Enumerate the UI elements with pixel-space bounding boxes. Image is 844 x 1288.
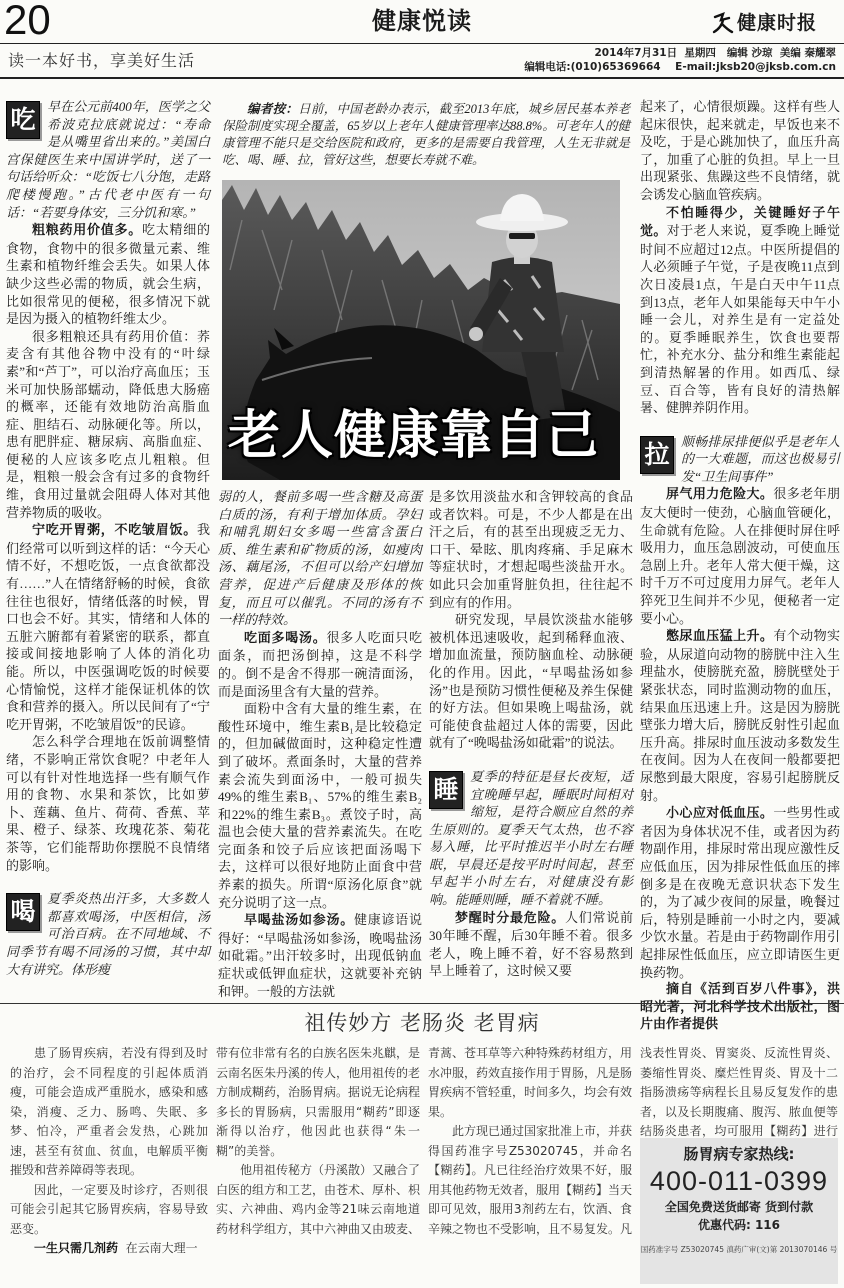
section-intro-drink: 夏季炎热出汗多，大多数人都喜欢喝汤，中医相信，汤可治百病。在不同地域、不同季节有喝不同汤的习惯，其中却大有讲究。体形瘦	[6, 891, 210, 977]
editor-note	[222, 100, 630, 176]
paragraph-lead: 粗粮药用价值多。	[32, 223, 142, 239]
article-column-4	[640, 98, 840, 1033]
contact-line: 编辑电话:(010)65369664 E-mail:jksb20@jksb.com.cn	[524, 61, 836, 73]
article-column-2	[218, 488, 422, 1000]
paragraph-lead: 小心应对低血压。	[666, 806, 774, 822]
section-marker-sleep: 睡	[429, 771, 463, 809]
paragraph-text: 研究发现，早晨饮淡盐水能够被机体迅速吸收，起到稀释血液、增加血流量，预防脑血栓、动脉硬化的作用。因此，“早喝盐汤如参汤”也是预防习惯性便秘及养生保健的好方法。但如果晚上喝盐汤，就可能使食盐超过人体的需要，因此就有了“晚喝盐汤如砒霜”的说法。	[429, 612, 633, 751]
paragraph-text: 吃太精细的食物，食物中的很多微量元素、维生素和植物纤维会丢失。如果人体缺少这些必需的物质，就会生病，比如很常见的便秘，很多情况下就是因为摄入的植物纤维太少。	[6, 222, 210, 327]
paragraph	[640, 204, 840, 417]
paragraph-text: 一些男性或者因为身体状况不佳，或者因为药物副作用，排尿时常出现应激性反应低血压，因为排尿性低血压的摔倒多是在夜晚无意识状态下发生的，为了减少夜间的尿量，晚餐过后，特别是睡前一小时之内，要减少饮水量。若是由于药物副作用引起排尿性低血压，应立即请医生更换药物。	[640, 805, 840, 980]
paragraph	[640, 627, 840, 804]
hotline-phone-number: 400-011-0399	[649, 1166, 829, 1196]
paragraph-continued: 是多饮用淡盐水和含钾较高的食品或者饮料。可是，不少人都是在出汗之后，有的甚至出现疲乏无力、口干、晕眩、肌肉疼痛、手足麻木等症状时，才想起喝些淡盐开水。如此只会加重肾脏负担，往往起不到应有的作用。	[429, 489, 633, 610]
ad-column-2	[216, 1044, 420, 1284]
section-intro-sleep: 夏季的特征是昼长夜短，适宜晚睡早起，睡眠时间相对缩短，是符合顺应自然的养生原则的。夏季天气太热，也不容易入睡，比平时推迟半小时左右睡眠，早晨还是按平时时间起，甚至早起半小时左右，对健康没有影响。能睡则睡，睡不着就不睡。	[429, 768, 633, 908]
photo-old-man-on-horse	[222, 180, 620, 480]
paragraph-lead: 梦醒时分最危险。	[455, 910, 565, 926]
paragraph-text: 我们经常可以听到这样的话：“今天心情不好，不想吃饭，一点食欲都没有……”人在情绪舒畅的时候，食欲往往也很好，情绪低落的时候，胃口也会不好。其实，情绪和人体的五脏六腑都有着紧密的联系，都直接或间接地影响了人体的消化功能。所以，中医强调吃饭的时候要心情愉悦，这样才能保证机体的饮食和营养的摄入。所以民间有了“宁吃开胃粥，不吃皱眉饭”的民谚。	[6, 522, 210, 732]
section-marker-excrete: 拉	[640, 436, 674, 474]
paragraph-lead: 宁吃开胃粥，不吃皱眉饭。	[32, 523, 197, 539]
logo-mark-icon	[712, 11, 734, 35]
paragraph-text: 很多粗粮还具有药用价值：荞麦含有其他谷物中没有的“叶绿素”和“芦丁”，可以治疗高血压；玉米可加快肠部蠕动，降低患大肠癌的概率，还能有效地防治高脂血症、胆结石、动脉硬化等。所以，患有肥胖症、糖尿病、高脂血症、便秘的人应该多吃点儿粗粮。但是，粗粮一般会含有过多的食物纤维，食用过量就会阻碍人体对其他营养物质的吸收。	[6, 328, 210, 520]
paragraph	[218, 911, 422, 1000]
paragraph-lead: 吃面多喝汤。	[244, 630, 327, 646]
ad-paragraph-continued: 带有位非常有名的白族名医朱兆麒，是云南名医朱丹溪的传人，他用祖传的老方制成糊药，治肠胃病。据说无论病程多长的胃肠病，只需服用“糊药”即逐渐得以治疗，他因此也获得“朱一糊”的美誉。	[216, 1046, 421, 1158]
ad-title: 祖传妙方 老肠炎 老胃病	[304, 1011, 540, 1035]
paragraph	[429, 611, 633, 752]
header-rule	[0, 43, 844, 44]
paragraph-text: 很多老年朋友大便时一使劲，心脑血管硬化，生命就有危险。人在排便时屏住呼吸用力，血压急剧波动，可使血压急剧上升。老年人常大便干燥，这时千万不可过度用力屏气。老年人猝死卫生间并不少见，便秘者一定要小心。	[640, 486, 840, 626]
ad-divider	[0, 1003, 844, 1004]
ad-paragraph-continued: 青蒿、苍耳草等六种特殊药材组方，用水冲服，药效直接作用于胃肠，凡是肠胃疾病不管轻重，时间多久，均会有效果。	[428, 1046, 633, 1119]
ad-paragraph-text: 在云南大理一	[125, 1241, 198, 1255]
logo-text: 健康时报	[737, 12, 818, 34]
header-rule-thick	[0, 77, 844, 79]
paragraph-lead: 早喝盐汤如参汤。	[244, 913, 354, 929]
paragraph-text: 健康谚语说得好：“早喝盐汤如参汤，晚喝盐汤如砒霜。”出汗较多时，出现低钠血症状或低钾血症状，这就要补充钠和钾。一般的方法就	[218, 912, 422, 999]
ad-paragraph: 此方现已通过国家批准上市，并获得国药准字号Z53020745，并命名【糊药】。凡已往经治疗效果不好，服用其他药物无效者，服用【糊药】当天即可见效，服用3剂药左右，饮酒、食辛辣之物也不受影响，且不易复发。凡	[428, 1124, 633, 1236]
paragraph	[640, 804, 840, 981]
photo-rider-sunglasses	[509, 233, 535, 239]
paragraph-continued: 起来了，心情很烦躁。这样有些人起床很快，起来就走，早饭也来不及吃，于是心跳加快了，血压升高了，加重了心脏的负担。早上一旦出现紧张、焦躁这些不良情绪，就会诱发心脑血管疾病。	[640, 99, 840, 202]
ad-column-1	[10, 1044, 208, 1284]
shipping-note: 全国免费送货邮寄 货到付款	[664, 1200, 814, 1214]
paragraph	[218, 629, 422, 700]
approval-fine-print: 国药准字号 Z53020745 滇药广审(文)第 2013070146 号	[640, 1245, 838, 1254]
paragraph-lead: 不怕睡得少，关键睡好子午觉。	[640, 205, 840, 240]
page-number: 20	[4, 0, 51, 43]
paragraph-text: 对于老人来说，夏季晚上睡觉时间不应超过12点。中医所提倡的人必须睡子午觉，子是夜晚11点到次日凌晨1点，午是白天中午11点到13点，老年人如果能每天中午小睡一会儿，对养生是有一定益处的。夏季睡眠养生，饮食也要帮忙，补充水分、盐分和维生素能起到清热解暑的作用。如西瓜、绿豆、百合等，皆有良好的清热解暑、健脾养阴作用。	[640, 223, 840, 416]
paragraph-text: 有个动物实验，从尿道向动物的膀胱中注入生理盐水，使膀胱充盈，膀胱壁处于紧张状态，同时监测动物的血压，结果血压迅速上升。这是因为膀胱壁张力增大后，膀胱反射性引起血压升高。排尿时血压波动多数发生在夜间。因为人在夜间一般都要把尿憋到最大限度，容易引起膀胱反射。	[640, 628, 840, 803]
paragraph-text: 人们常说前30年睡不醒，后30年睡不着。很多老人，晚上睡不着，好不容易熬到早上睡着了，这时候又要	[429, 909, 633, 979]
paragraph	[6, 328, 210, 522]
source-credit: 摘自《活到百岁八件事》，洪昭光著，河北科学技术出版社，图片由作者提供	[640, 982, 840, 1033]
editor-note-text	[222, 100, 630, 169]
paragraph	[6, 221, 210, 328]
section-intro-drink-continued: 弱的人，餐前多喝一些含糖及高蛋白质的汤，有利于增加体质。孕妇和哺乳期妇女多喝一些富含蛋白质、维生素和矿物质的汤，如瘦肉汤、藕尾汤，不但可以给产妇增加营养，促进产后健康及形体的恢复，而且可以催乳。不同的汤有不一样的特效。	[218, 489, 422, 628]
ad-paragraph-lead: 一生只需几剂药	[34, 1241, 119, 1255]
paragraph	[429, 909, 633, 980]
ad-paragraph: 因此，一定要及时诊疗，否则很可能会引起其它肠胃疾病，容易导致恶变。	[10, 1182, 208, 1236]
section-drink	[6, 890, 210, 978]
ad-paragraph: 他用祖传秘方（丹溪散）又融合了白医的组方和工艺，由苍术、厚朴、枳实、六神曲、鸡内金等21味云南地道药材科学组方，其中六神曲又由玻麦、	[216, 1163, 421, 1236]
paragraph-text: 很多人吃面只吃面条，而把汤倒掉，这是不科学的。倒不是舍不得那一碗清面汤，而是面汤里含有大量的营养。	[218, 629, 422, 699]
hotline-box	[640, 1138, 838, 1284]
section-marker-eat: 吃	[6, 101, 40, 139]
date-editor-line: 2014年7月31日 星期四 编辑 沙琼 美编 秦耀翠	[594, 47, 836, 59]
article-column-3	[429, 488, 633, 1000]
tagline: 读一本好书，享美好生活	[8, 51, 196, 70]
section-marker-drink: 喝	[6, 893, 40, 931]
paragraph	[640, 485, 840, 627]
ad-column-3	[428, 1044, 632, 1284]
paragraph-text: 怎么科学合理地在饭前调整情绪，不影响正常饮食呢？中老年人可以有针对性地选择一些有顺气作用的食物、水果和茶饮，比如萝卜、莲藕、鱼片、荷荷、香蕉、苹果、橙子、绿茶、玫瑰花茶、菊花茶等，它们能帮助你摆脱不良情绪的影响。	[6, 734, 210, 873]
photo-rider-hand	[469, 327, 483, 341]
section-excrete	[640, 433, 840, 486]
section-intro-eat: 早在公元前400年，医学之父希波克拉底就说过：“寿命是从嘴里省出来的。”美国白宫保健医生来中国讲学时，送了一句话给听众：“吃饭七八分饱，走路爬楼慢跑。”古代老中医有一句话：“若要身体安，三分饥和寒。”	[6, 99, 210, 220]
editor-note-lead: 编者按：	[247, 101, 299, 116]
hotline-label: 肠胃病专家热线:	[683, 1145, 795, 1163]
paragraph-text: 面粉中含有大量的维生素，在酸性环境中，维生素B₁是比较稳定的，但加碱做面时，这种稳定性遭到了破坏。煮面条时，大量的营养素会流失到面汤中，一般可损失49%的维生素B₁、57%的维生素B₂和22%的维生素B₃。煮饺子时，高温也会使大量的营养素流失。在吃完面条和饺子后应该把面汤喝下去，这样可以很好地防止面食中营养素的损失。所谓“原汤化原食”就充分说明了这一点。	[218, 701, 422, 910]
ad-paragraph-continued: 浅表性胃炎、胃窦炎、反流性胃炎、萎缩性胃炎、糜烂性胃炎、胃及十二指肠溃疡等病程长且易反复发作的患者，以及长期腹痛、腹泻、脓血便等结肠炎患者，均可服用【糊药】进行	[640, 1046, 838, 1138]
article-column-1	[6, 98, 210, 1000]
newspaper-logo	[712, 8, 838, 38]
section-intro-excrete: 顺畅排尿排便似乎是老年人的一大难题，而这也极易引发“卫生间事件”	[681, 433, 840, 484]
section-sleep	[429, 768, 633, 909]
ad-paragraph: 患了肠胃疾病，若没有得到及时的治疗，会不同程度的引起体质消瘦，可能会造成严重脱水，感染和感染，消瘦、乏力、肠鸣、失眠、多梦、怕冷，严重者会发热，心跳加速，甚至有贫血、贫血，电解质平衡摧毁和营养障碍等表现。	[10, 1046, 208, 1177]
ad-column-4	[640, 1044, 838, 1136]
ad-paragraph	[10, 1239, 208, 1259]
article-headline: 老人健康靠自己	[228, 406, 600, 466]
section-title: 健康悦读	[372, 7, 472, 35]
paragraph	[6, 733, 210, 874]
paragraph	[6, 521, 210, 733]
paragraph-lead: 屏气用力危险大。	[666, 487, 774, 503]
paragraph-lead: 憋尿血压猛上升。	[666, 629, 774, 645]
discount-code: 优惠代码: 116	[697, 1218, 781, 1232]
paragraph	[218, 700, 422, 911]
editor-note-body: 日前，中国老龄办表示，截至2013年底，城乡居民基本养老保险制度实现全覆盖，65岁以上老年人健康管理率达88.8%。可老年人的健康管理不能只是交给医院和政府，更多的是需要自我管理，人生无非就是吃、喝、睡、拉，管好这些，想要长寿就不难。	[222, 102, 630, 167]
